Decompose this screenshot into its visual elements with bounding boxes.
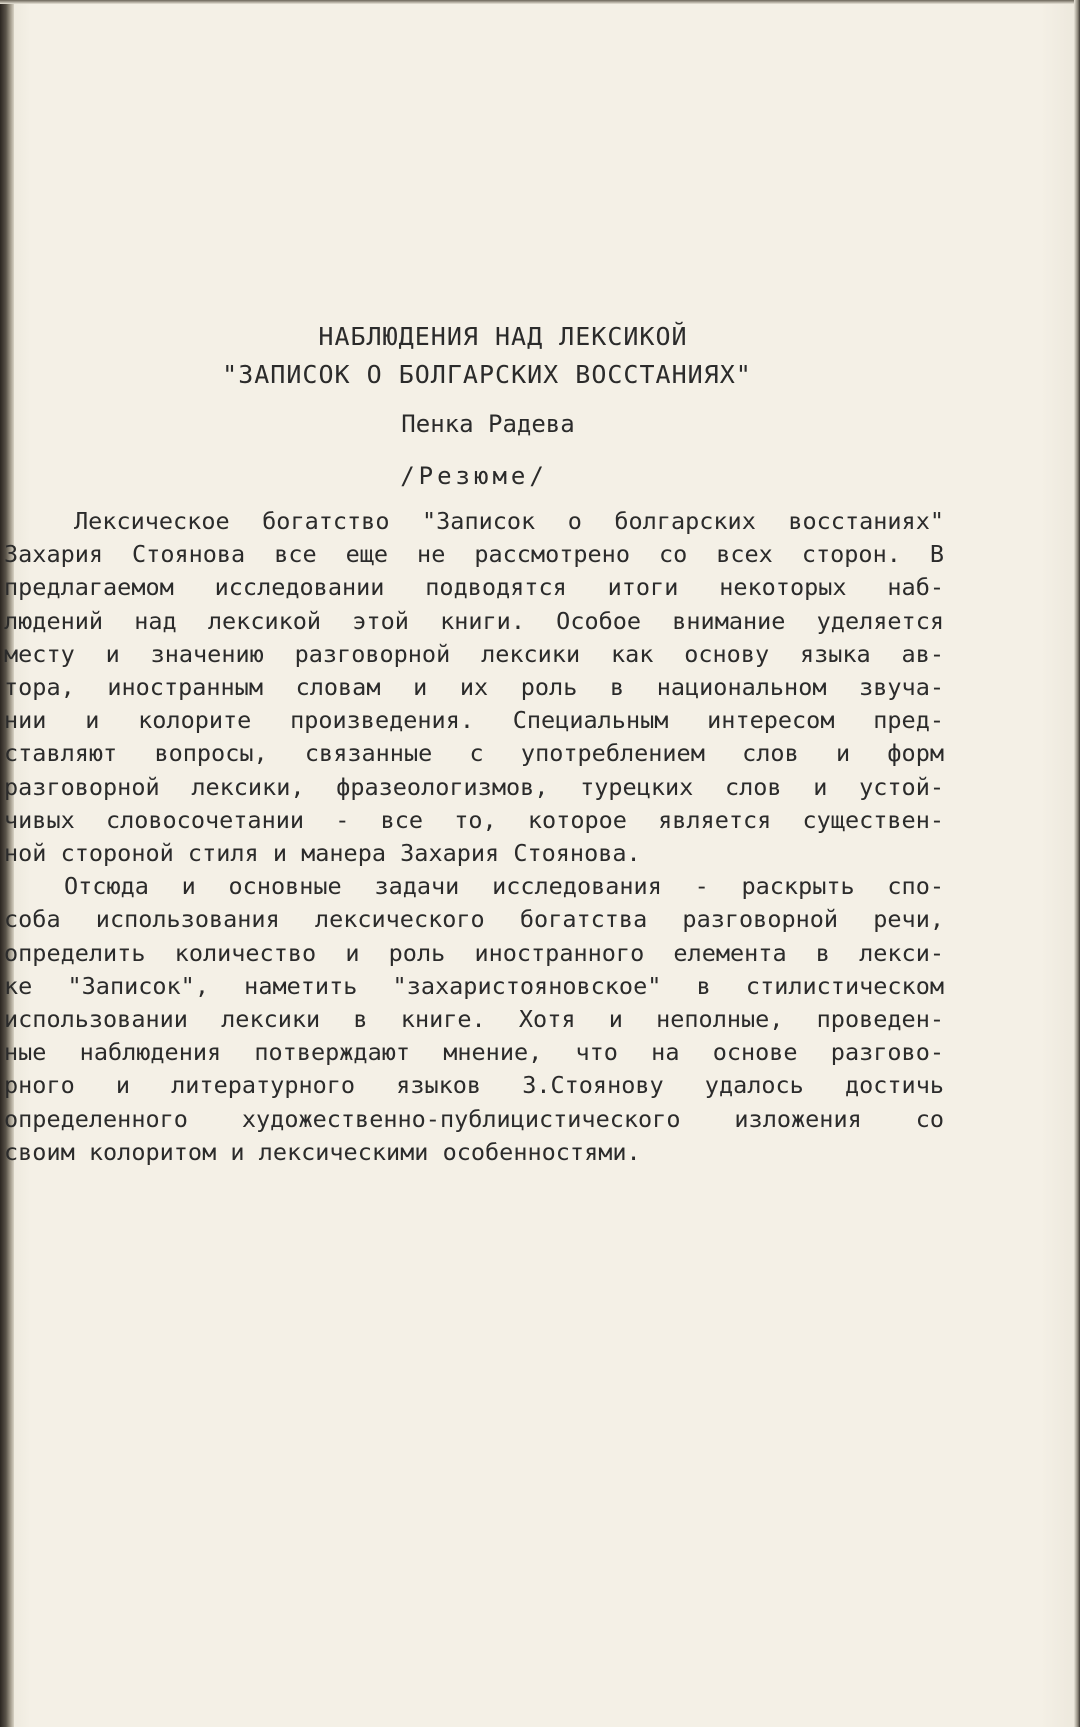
page-right-edge [1074, 0, 1080, 1727]
text-line: ке "Записок", наметить "захаристояновское" в стилистическом [4, 971, 944, 1000]
text-line: Захария Стоянова все еще не рассмотрено со всех сторон. В [4, 540, 944, 569]
author-name: Пенка Радева [401, 410, 575, 438]
text-line: ставляют вопросы, связанные с употреблением слов и форм [4, 739, 944, 768]
text-line: рного и литературного языков З.Стоянову удалось достичь [4, 1071, 944, 1100]
title-line-1: НАБЛЮДЕНИЯ НАД ЛЕКСИКОЙ [318, 322, 688, 351]
text-line: Лексическое богатство "Записок о болгарских восстаниях" [74, 507, 944, 535]
resume-heading: /Резюме/ [400, 462, 548, 490]
text-line: чивых словосочетании - все то, которое является существен- [4, 805, 944, 834]
text-line: своим колоритом и лексическими особенностями. [4, 1137, 641, 1166]
text-line: месту и значению разговорной лексики как основу языка ав- [4, 639, 944, 668]
document-title [0, 318, 1080, 394]
title-line-2: "ЗАПИСОК О БОЛГАРСКИХ ВОССТАНИЯХ" [222, 360, 752, 389]
text-line: тора, иностранным словам и их роль в национальном звуча- [4, 673, 944, 702]
text-line: Отсюда и основные задачи исследования - раскрыть спо- [64, 872, 944, 901]
body-text [4, 505, 944, 1169]
text-line: определенного художественно-публицистического изложения со [4, 1104, 944, 1133]
text-line: соба использования лексического богатства разговорной речи, [4, 905, 944, 934]
paragraph-1 [4, 505, 944, 870]
text-line: использовании лексики в книге. Хотя и неполные, проведен- [4, 1005, 944, 1034]
paragraph-2 [4, 870, 944, 1169]
text-line: людений над лексикой этой книги. Особое внимание уделяется [4, 606, 944, 635]
text-line: разговорной лексики, фразеологизмов, турецких слов и устой- [4, 772, 944, 801]
text-line: нии и колорите произведения. Специальным интересом пред- [4, 706, 944, 735]
page-top-edge [0, 0, 1080, 4]
text-line: ные наблюдения потверждают мнение, что на основе разгово- [4, 1038, 944, 1067]
text-line: ной стороной стиля и манера Захария Стоянова. [4, 839, 641, 868]
text-line: предлагаемом исследовании подводятся итоги некоторых наб- [4, 573, 944, 602]
text-line: определить количество и роль иностранного елемента в лекси- [4, 938, 944, 967]
